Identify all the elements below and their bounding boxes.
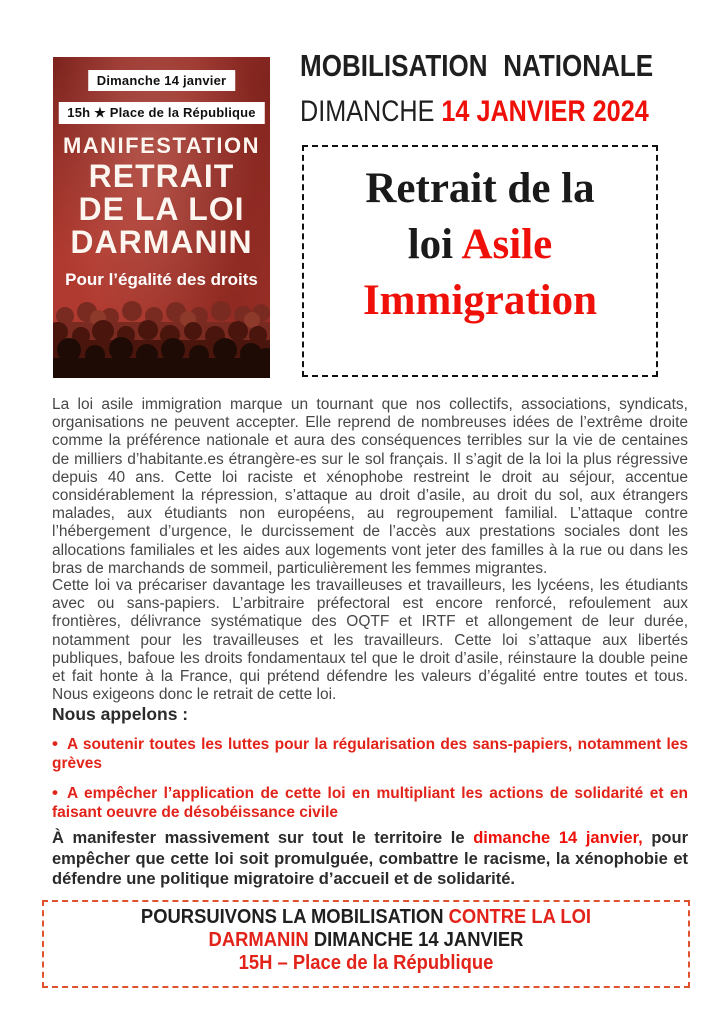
headline-line1: Retrait de la <box>365 165 595 212</box>
headline-line3: Immigration <box>362 277 598 324</box>
poster-title-line1: RETRAIT <box>88 158 235 194</box>
cta-black-2: pour empêcher que cette loi soit promulguée, combattre le racisme, la xénophobie et défendre une politique migratoire d’accueil et de solidarité. <box>52 829 688 888</box>
protest-poster <box>53 57 270 378</box>
date-heading <box>300 95 649 129</box>
body-paragraph-2: Cette loi va précariser davantage les travailleuses et travailleurs, les lycéens, les étudiants avec ou sans-papiers. L’arbitraire préfectoral est encore renforcé, refoulement aux frontières, délivrance systématique des OQTF et IRTF et allongement de leur durée, notamment pour les travailleuses et les travailleurs. Cette loi s’attaque aux libertés publiques, bafoue les droits fondamentaux tel que le droit d’asile, réinstaure la double peine et fait honte à la France, qui prétend défendre les valeurs d’égalité entre toutes et tous. Nous exigeons donc le retrait de cette loi. <box>52 577 688 704</box>
appeal-bullet-2 <box>52 784 688 822</box>
poster-title-line3: DARMANIN <box>70 224 253 260</box>
footer-line2-red: DARMANIN <box>208 929 309 951</box>
poster-title-line2: DE LA LOI <box>78 191 245 227</box>
footer-line1-black: POURSUIVONS LA MOBILISATION <box>140 906 449 928</box>
headline-line2-red: Asile <box>461 221 553 268</box>
poster-manifestation-heading: MANIFESTATION <box>62 133 261 158</box>
body-paragraph-1: La loi asile immigration marque un tournant que nos collectifs, associations, syndicats, organisations ne peuvent accepter. Elle reprend de nombreuses idées de l’extrême droite comme la préférence nationale et aura des conséquences terribles sur la vie de centaines de milliers d’habitante.es étrangère-es sur le sol français. Il s’agit de la loi la plus régressive depuis 40 ans. Cette loi raciste et xénophobe restreint le droit au séjour, accentue considérablement la répression, s’attaque au droit d’asile, au droit du sol, aux étrangers malades, aux étudiants non européens, au regroupement familial. L’attaque contre l’hébergement d’urgence, le durcissement de l’accès aux prestations sociales dont les allocations familiales et les aides aux logements vont jeter des familles à la rue ou dans les bras de marchands de sommeil, particulièrement les femmes migrantes. <box>52 396 688 577</box>
crowd-silhouette-icon <box>53 300 270 378</box>
headline-box <box>302 145 658 377</box>
bullet-dot-icon: • <box>52 734 58 753</box>
footer-line3: 15H – Place de la République <box>238 952 494 974</box>
date-heading-black: DIMANCHE <box>300 95 442 128</box>
poster-date-badge: Dimanche 14 janvier <box>88 70 236 91</box>
appeal-bullet-2-text: A empêcher l’application de cette loi en multipliant les actions de solidarité et en faisant oeuvre de désobéissance civile <box>52 785 688 821</box>
poster-title <box>53 160 270 259</box>
appeal-heading: Nous appelons : <box>52 704 189 724</box>
headline-line2 <box>304 217 656 273</box>
footer-box <box>42 900 690 988</box>
date-heading-red: 14 JANVIER 2024 <box>441 95 649 128</box>
bullet-dot-icon: • <box>52 783 58 802</box>
footer-line2-black: DIMANCHE 14 JANVIER <box>308 929 524 951</box>
headline-line2-black: loi <box>407 221 462 268</box>
mobilisation-title: MOBILISATION NATIONALE <box>300 48 654 83</box>
call-to-action-paragraph <box>52 828 688 890</box>
appeal-bullet-1 <box>52 735 688 773</box>
poster-subtitle: Pour l’égalité des droits <box>65 270 258 289</box>
cta-black-1: À manifester massivement sur tout le territoire le <box>52 829 474 847</box>
poster-place-badge: 15h ★ Place de la République <box>58 102 264 124</box>
cta-red-date: dimanche 14 janvier, <box>473 829 643 847</box>
footer-line1 <box>70 906 662 929</box>
footer-line1-red: CONTRE LA LOI <box>448 906 592 928</box>
footer-line2 <box>70 929 662 952</box>
appeal-bullet-1-text: A soutenir toutes les luttes pour la régularisation des sans-papiers, notamment les grèves <box>52 736 688 772</box>
